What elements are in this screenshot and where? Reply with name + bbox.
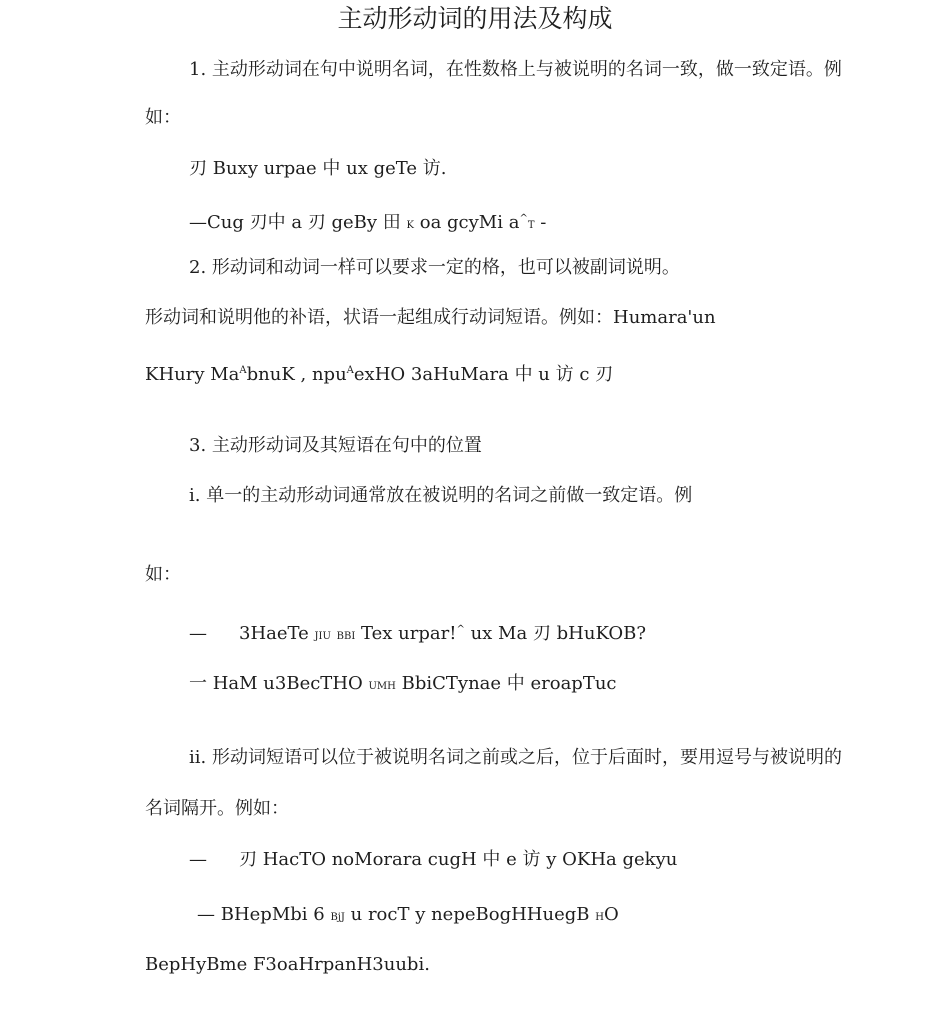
example-4 — [189, 672, 617, 699]
example-3-caret: ^ — [456, 624, 465, 635]
example-4-small: UMH — [368, 681, 396, 692]
paragraph-2-example — [145, 359, 613, 387]
example-2-caret: ^ — [519, 213, 528, 224]
p2-example-text-a: KHury Ma — [145, 364, 240, 385]
example-3-dash: — — [189, 623, 207, 644]
example-6-text-b: u rocT y nepeBogHHuegB — [344, 904, 596, 925]
example-5-dash: — — [189, 849, 207, 870]
example-2 — [189, 207, 546, 238]
example-5-text: 刃 HacTO noMorara cugH 中 e 访 y OKHa gekyu — [239, 849, 678, 870]
example-3-text-a: 3HaeTe — [239, 623, 315, 644]
paragraph-2-continued: 形动词和说明他的补语，状语一起组成行动词短语。例如：Humara'un — [145, 307, 716, 328]
p2-example-sup-1: A — [239, 365, 247, 376]
example-4-text-b: BbiCTynae 中 eroapTuc — [395, 673, 617, 694]
paragraph-3-ii-continued: 名词隔开。例如： — [145, 798, 289, 819]
paragraph-3-i-continued: 如： — [145, 564, 181, 585]
example-3-text-c: ux Ma 刃 bHuKOB? — [464, 623, 647, 644]
example-3-small-2: BBI — [336, 631, 356, 642]
example-5 — [189, 848, 677, 872]
paragraph-3-ii: ii. 形动词短语可以位于被说明名词之前或之后，位于后面时，要用逗号与被说明的 — [189, 747, 842, 768]
paragraph-3-i: i. 单一的主动形动词通常放在被说明的名词之前做一致定语。例 — [189, 485, 693, 506]
example-2-text-b: oa gcyMi a — [414, 212, 520, 233]
example-2-text-c: - — [534, 212, 547, 233]
example-3-small-1: JIU — [314, 631, 331, 642]
example-6-small-2: H — [595, 912, 604, 923]
example-6-text-c: O — [603, 904, 619, 925]
example-4-text-a: 一 HaM u3BecTHO — [189, 673, 369, 694]
example-2-small-text: K — [406, 220, 415, 231]
example-1: 刃 Buxy urpae 中 ux geTe 访. — [189, 158, 447, 179]
paragraph-2: 2. 形动词和动词一样可以要求一定的格，也可以被副词说明。 — [189, 257, 680, 278]
p2-example-sup-2: A — [346, 365, 354, 376]
document-title: 主动形动词的用法及构成 — [337, 4, 613, 33]
p2-example-text-c: exHO 3aHuMara 中 u 访 c 刃 — [353, 364, 614, 385]
example-3-text-b: Tex urpar! — [355, 623, 457, 644]
example-6-small: BjJ — [330, 912, 345, 923]
paragraph-1-continued: 如： — [145, 107, 181, 128]
example-2-text-a: —Cug 刃中 a 刃 geBy 田 — [189, 212, 407, 233]
p2-example-text-b: bnuK , npu — [246, 364, 347, 385]
example-6-text-a: — BHepMbi 6 — [197, 904, 331, 925]
paragraph-1: 1. 主动形动词在句中说明名词，在性数格上与被说明的名词一致，做一致定语。例 — [189, 59, 842, 80]
example-6 — [197, 903, 619, 930]
paragraph-3-heading: 3. 主动形动词及其短语在句中的位置 — [189, 435, 482, 456]
example-7: BepHyBme F3oaHrpanH3uubi. — [145, 954, 430, 975]
example-3 — [189, 618, 646, 649]
example-2-small-text-2: T — [527, 220, 535, 231]
